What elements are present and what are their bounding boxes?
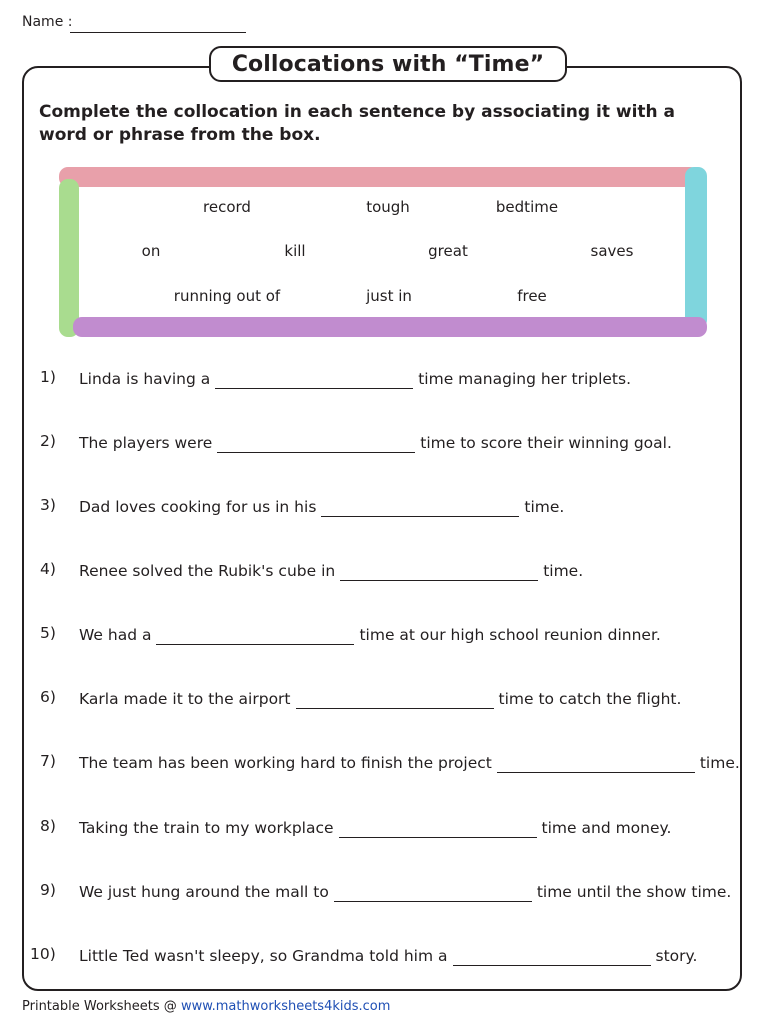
question-before: Linda is having a	[79, 370, 211, 388]
question-number: 3)	[40, 496, 56, 514]
question-number: 10)	[30, 945, 56, 963]
question-5	[0, 624, 768, 648]
question-text	[79, 688, 681, 709]
word-on: on	[141, 242, 161, 260]
question-number: 5)	[40, 624, 56, 642]
word-box-left-bar	[59, 179, 79, 337]
answer-blank[interactable]	[321, 496, 519, 517]
word-box-top-bar	[59, 167, 699, 187]
question-after: time until the show time.	[536, 883, 732, 901]
word-box-right-bar	[685, 167, 707, 329]
word-great: great	[428, 242, 468, 260]
word-saves: saves	[590, 242, 634, 260]
question-after: time to catch the flight.	[498, 690, 682, 708]
question-before: Taking the train to my workplace	[79, 819, 334, 837]
question-number: 7)	[40, 752, 56, 770]
answer-blank[interactable]	[339, 817, 537, 838]
answer-blank[interactable]	[453, 945, 651, 966]
question-text	[79, 368, 631, 389]
answer-blank[interactable]	[334, 881, 532, 902]
question-8	[0, 817, 768, 841]
question-text	[79, 752, 740, 773]
answer-blank[interactable]	[497, 752, 695, 773]
word-tough: tough	[366, 198, 410, 216]
word-just-in: just in	[366, 287, 412, 305]
question-4	[0, 560, 768, 584]
question-number: 8)	[40, 817, 56, 835]
question-9	[0, 881, 768, 905]
name-field[interactable]	[70, 32, 246, 33]
question-after: time.	[524, 498, 565, 516]
answer-blank[interactable]	[215, 368, 413, 389]
footer	[22, 999, 390, 1014]
question-6	[0, 688, 768, 712]
word-running-out-of: running out of	[173, 287, 281, 305]
question-text	[79, 496, 564, 517]
question-text	[79, 817, 671, 838]
question-before: Little Ted wasn't sleepy, so Grandma told him a	[79, 947, 448, 965]
answer-blank[interactable]	[296, 688, 494, 709]
question-before: We had a	[79, 626, 152, 644]
footer-link[interactable]: www.mathworksheets4kids.com	[180, 999, 391, 1014]
question-text	[79, 624, 661, 645]
question-3	[0, 496, 768, 520]
question-2	[0, 432, 768, 456]
footer-prefix: Printable Worksheets @	[22, 999, 181, 1014]
question-after: story.	[655, 947, 698, 965]
question-after: time.	[699, 754, 740, 772]
question-number: 9)	[40, 881, 56, 899]
word-free: free	[517, 287, 547, 305]
name-label: Name :	[22, 14, 73, 30]
question-10	[0, 945, 768, 969]
instructions: Complete the collocation in each sentence by associating it with a word or phrase from the box.	[39, 102, 676, 145]
word-bedtime: bedtime	[495, 198, 559, 216]
question-before: Renee solved the Rubik's cube in	[79, 562, 336, 580]
word-kill: kill	[284, 242, 306, 260]
question-before: Karla made it to the airport	[79, 690, 291, 708]
question-before: We just hung around the mall to	[79, 883, 329, 901]
question-text	[79, 560, 583, 581]
answer-blank[interactable]	[156, 624, 354, 645]
question-before: The players were	[79, 434, 213, 452]
answer-blank[interactable]	[340, 560, 538, 581]
question-1	[0, 368, 768, 392]
question-number: 4)	[40, 560, 56, 578]
word-box	[59, 167, 707, 337]
question-number: 6)	[40, 688, 56, 706]
answer-blank[interactable]	[217, 432, 415, 453]
worksheet-title: Collocations with “Time”	[209, 46, 567, 82]
question-after: time managing her triplets.	[418, 370, 632, 388]
question-after: time and money.	[541, 819, 672, 837]
question-after: time to score their winning goal.	[420, 434, 672, 452]
question-text	[79, 945, 697, 966]
question-before: The team has been working hard to finish the project	[79, 754, 492, 772]
question-number: 2)	[40, 432, 56, 450]
question-text	[79, 432, 672, 453]
question-7	[0, 752, 768, 776]
question-number: 1)	[40, 368, 56, 386]
question-text	[79, 881, 731, 902]
word-box-bottom-bar	[73, 317, 707, 337]
word-record: record	[203, 198, 251, 216]
question-after: time at our high school reunion dinner.	[359, 626, 661, 644]
question-after: time.	[543, 562, 584, 580]
question-before: Dad loves cooking for us in his	[79, 498, 317, 516]
